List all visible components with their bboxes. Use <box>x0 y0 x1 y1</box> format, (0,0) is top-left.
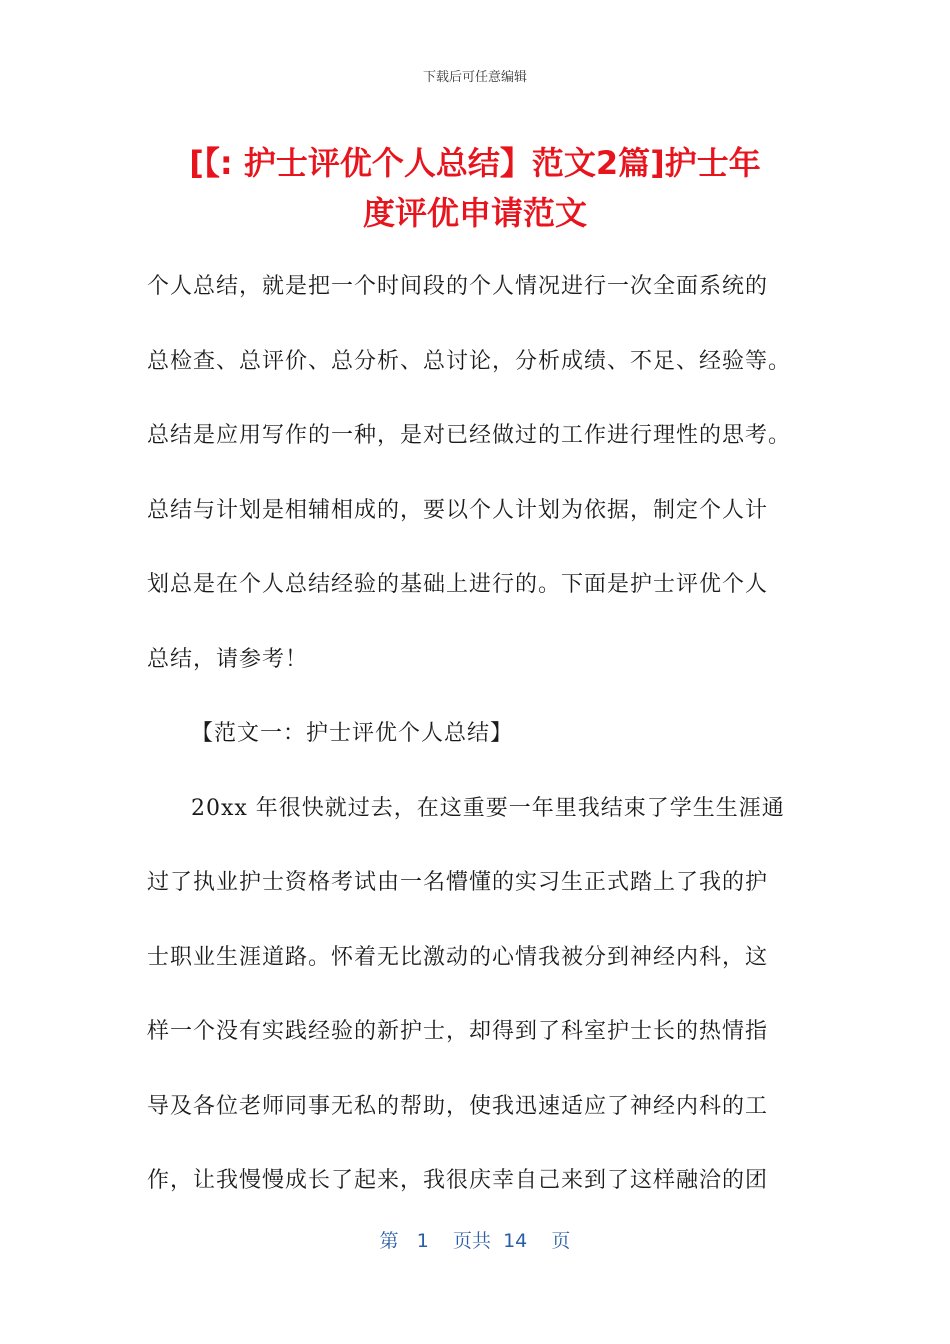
body-line: 导及各位老师同事无私的帮助，使我迅速适应了神经内科的工 <box>147 1093 769 1119</box>
footer-prefix: 第 <box>379 1230 399 1252</box>
body-line: 划总是在个人总结经验的基础上进行的。下面是护士评优个人 <box>147 572 769 597</box>
page-footer <box>0 1226 950 1253</box>
body-line: 总结是应用写作的一种，是对已经做过的工作进行理性的思考。 <box>147 423 792 448</box>
title-line-2: 度评优申请范文 <box>362 194 587 232</box>
body-line: 总结与计划是相辅相成的，要以个人计划为依据，制定个人计 <box>147 497 769 523</box>
footer-total-pages: 14 <box>503 1230 528 1252</box>
title-line-1: [【: 护士评优个人总结】范文2篇]护士年 <box>189 144 761 182</box>
body-line: 作，让我慢慢成长了起来，我很庆幸自己来到了这样融洽的团 <box>147 1168 769 1193</box>
body-line: 士职业生涯道路。怀着无比激动的心情我被分到神经内科，这 <box>147 944 769 970</box>
header-note: 下载后可任意编辑 <box>422 70 527 85</box>
section-heading: 【范文一：护士评优个人总结】 <box>191 721 514 746</box>
body-line: 总检查、总评价、总分析、总讨论，分析成绩、不足、经验等。 <box>147 348 792 374</box>
body-line: 20xx 年很快就过去，在这重要一年里我结束了学生生涯通 <box>191 795 785 821</box>
document-body <box>147 250 817 1219</box>
footer-middle: 页共 <box>452 1230 491 1252</box>
footer-suffix: 页 <box>551 1230 571 1252</box>
body-line: 样一个没有实践经验的新护士，却得到了科室护士长的热情指 <box>147 1019 769 1044</box>
body-line: 个人总结，就是把一个时间段的个人情况进行一次全面系统的 <box>147 274 769 299</box>
footer-page-number: 1 <box>416 1230 429 1252</box>
body-line: 过了执业护士资格考试由一名懵懂的实习生正式踏上了我的护 <box>147 870 769 895</box>
body-line: 总结，请参考！ <box>147 646 309 672</box>
document-title <box>120 138 830 238</box>
